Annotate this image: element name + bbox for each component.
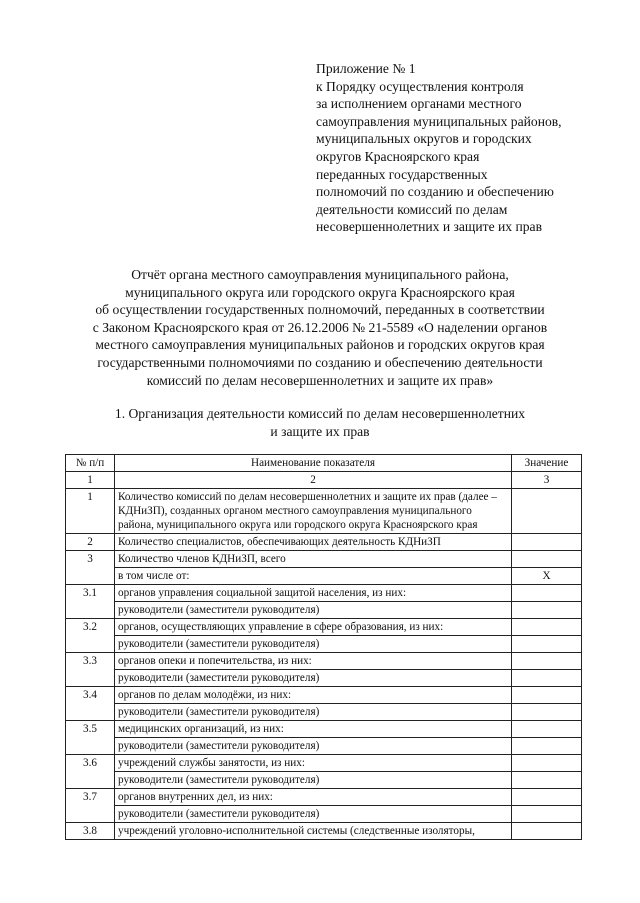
row-subname: в том числе от: <box>115 568 512 585</box>
appendix-line: за исполнением органами местного <box>316 96 522 112</box>
table-row <box>66 489 582 534</box>
header-num: № п/п <box>66 455 115 472</box>
row-value <box>512 619 582 636</box>
row-value <box>512 687 582 704</box>
row-subvalue <box>512 602 582 619</box>
row-subname: руководители (заместители руководителя) <box>115 772 512 789</box>
appendix-line: полномочий по созданию и обеспечению <box>316 184 554 200</box>
row-num: 3.1 <box>66 585 115 619</box>
row-subvalue <box>512 704 582 721</box>
row-subvalue <box>512 738 582 755</box>
row-value <box>512 551 582 568</box>
appendix-line: муниципальных округов и городских <box>316 131 532 147</box>
row-num: 3 <box>66 551 115 585</box>
appendix-header <box>316 60 616 236</box>
appendix-line: Приложение № 1 <box>316 61 416 76</box>
row-name: органов внутренних дел, из них: <box>115 789 512 806</box>
row-name: Количество специалистов, обеспечивающих деятельность КДНиЗП <box>115 534 512 551</box>
table-subrow <box>66 772 582 789</box>
row-num: 3.3 <box>66 653 115 687</box>
index-num: 1 <box>66 472 115 489</box>
table-row <box>66 687 582 704</box>
report-title-line: государственными полномочиями по созданию и обеспечению деятельности <box>97 354 543 370</box>
table-subrow <box>66 602 582 619</box>
row-subname: руководители (заместители руководителя) <box>115 704 512 721</box>
row-name: Количество членов КДНиЗП, всего <box>115 551 512 568</box>
row-value <box>512 653 582 670</box>
row-num: 3.5 <box>66 721 115 755</box>
row-num: 3.7 <box>66 789 115 823</box>
table-row <box>66 653 582 670</box>
row-name: учреждений уголовно-исполнительной системы (следственные изоляторы, <box>115 823 512 840</box>
appendix-line: к Порядку осуществления контроля <box>316 78 524 94</box>
section-title-line: и защите их прав <box>270 423 370 439</box>
row-subvalue <box>512 670 582 687</box>
row-num: 3.2 <box>66 619 115 653</box>
table-subrow <box>66 738 582 755</box>
row-name: учреждений службы занятости, из них: <box>115 755 512 772</box>
row-subname: руководители (заместители руководителя) <box>115 806 512 823</box>
row-subname: руководители (заместители руководителя) <box>115 602 512 619</box>
table-index-row <box>66 472 582 489</box>
row-subname: руководители (заместители руководителя) <box>115 738 512 755</box>
row-subvalue <box>512 636 582 653</box>
report-title-line: муниципального округа или городского округа Красноярского края <box>125 284 515 300</box>
row-name: медицинских организаций, из них: <box>115 721 512 738</box>
section-title <box>60 405 580 440</box>
row-value <box>512 585 582 602</box>
row-num: 3.6 <box>66 755 115 789</box>
row-num: 3.8 <box>66 823 115 840</box>
index-name: 2 <box>115 472 512 489</box>
section-title-line: 1. Организация деятельности комиссий по делам несовершеннолетних <box>114 406 526 421</box>
row-value <box>512 489 582 534</box>
report-title-line: местного самоуправления муниципальных районов и городских округов края <box>95 337 545 353</box>
row-num: 3.4 <box>66 687 115 721</box>
table-row <box>66 755 582 772</box>
report-title-line: Отчёт органа местного самоуправления муниципального района, <box>131 267 509 282</box>
indicators-table <box>65 454 582 840</box>
row-value <box>512 789 582 806</box>
header-name: Наименование показателя <box>115 455 512 472</box>
table-row <box>66 534 582 551</box>
table-subrow <box>66 636 582 653</box>
row-subvalue <box>512 806 582 823</box>
table-subrow <box>66 704 582 721</box>
row-value <box>512 823 582 840</box>
appendix-line: деятельности комиссий по делам <box>316 201 508 217</box>
row-subname: руководители (заместители руководителя) <box>115 636 512 653</box>
row-num: 1 <box>66 489 115 534</box>
row-name: органов опеки и попечительства, из них: <box>115 653 512 670</box>
row-name: Количество комиссий по делам несовершеннолетних и защите их прав (далее – КДНиЗП), созданных органом местного самоуправления муниципального района, муниципального округа или городского округа Красноярского края <box>115 489 512 534</box>
appendix-line: округов Красноярского края <box>316 148 480 164</box>
row-subvalue: Х <box>512 568 582 585</box>
report-title <box>60 266 580 389</box>
table-row <box>66 551 582 568</box>
table-row <box>66 721 582 738</box>
row-value <box>512 721 582 738</box>
appendix-line: несовершеннолетних и защите их прав <box>316 219 543 235</box>
appendix-line: самоуправления муниципальных районов, <box>316 113 562 129</box>
report-title-line: об осуществлении государственных полномочий, переданных в соответствии <box>95 302 545 318</box>
report-title-line: с Законом Красноярского края от 26.12.2006 № 21-5589 «О наделении органов <box>92 319 548 335</box>
table-row <box>66 585 582 602</box>
report-title-line: комиссий по делам несовершеннолетних и защите их прав» <box>146 372 494 388</box>
table-header-row <box>66 455 582 472</box>
row-subname: руководители (заместители руководителя) <box>115 670 512 687</box>
index-value: 3 <box>512 472 582 489</box>
table-row <box>66 823 582 840</box>
row-name: органов, осуществляющих управление в сфере образования, из них: <box>115 619 512 636</box>
table-subrow <box>66 568 582 585</box>
table-row <box>66 789 582 806</box>
row-name: органов по делам молодёжи, из них: <box>115 687 512 704</box>
header-value: Значение <box>512 455 582 472</box>
table-subrow <box>66 670 582 687</box>
row-value <box>512 534 582 551</box>
appendix-line: переданных государственных <box>316 166 488 182</box>
table-subrow <box>66 806 582 823</box>
row-num: 2 <box>66 534 115 551</box>
row-name: органов управления социальной защитой населения, из них: <box>115 585 512 602</box>
table-row <box>66 619 582 636</box>
row-subvalue <box>512 772 582 789</box>
row-value <box>512 755 582 772</box>
